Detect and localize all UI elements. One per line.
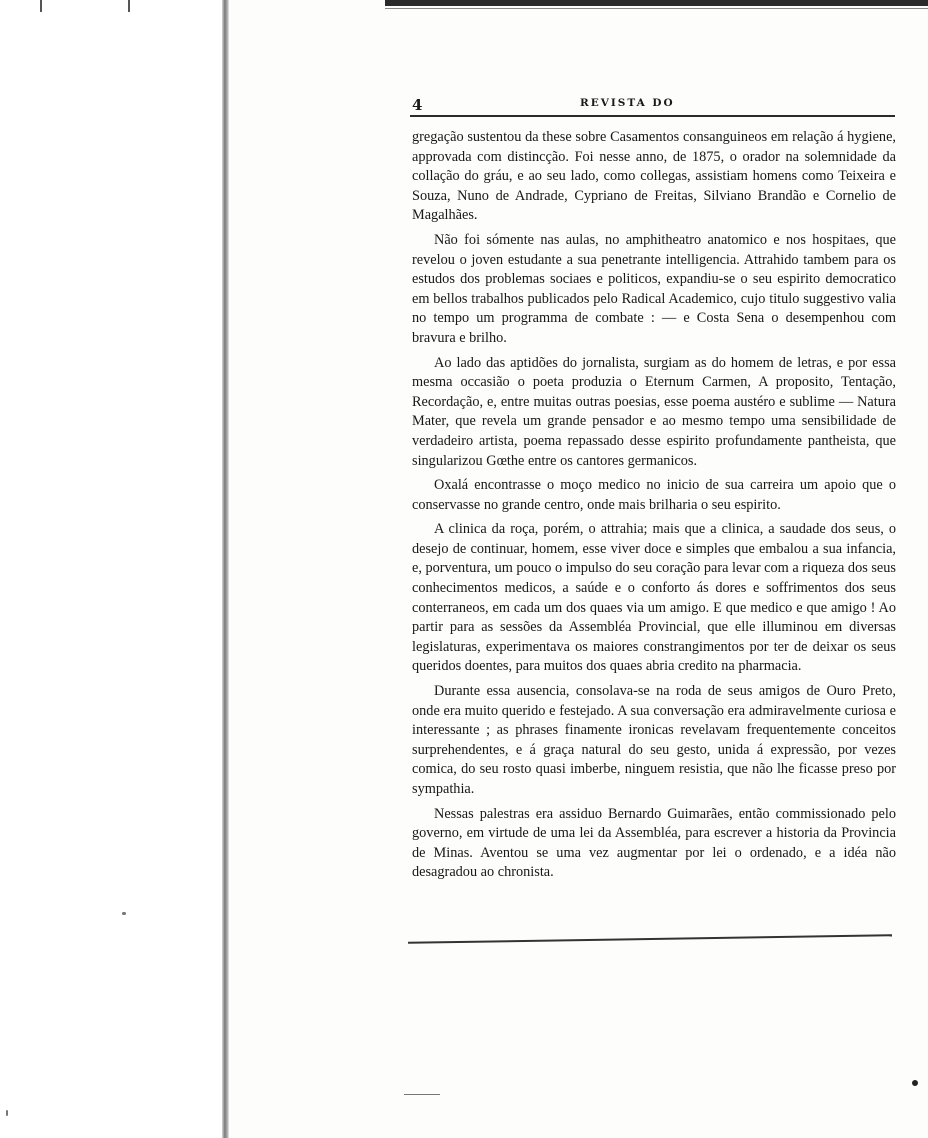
footer-dot	[912, 1080, 918, 1086]
body-text	[412, 128, 896, 888]
paragraph: A clinica da roça, porém, o attrahia; mais que a clinica, a saudade dos seus, o desejo de continuar, homem, esse viver doce e simples que embalou a sua infancia, e, porventura, um pouco o impulso do seu coração para levar com a riqueza dos seus conhecimentos medicos, a saúde e o conforto ás dores e soffrimentos dos seus conterraneos, em cada um dos quaes via um amigo. E que medico e que amigo ! Ao partir para as sessões da Assembléa Provincial, que elle illuminou em diversas legislaturas, experimentava os maiores constrangimentos por ter de deixar os seus queridos doentes, para muitos dos quaes abria credito na pharmacia.	[412, 521, 896, 675]
scan-edge-mark	[40, 0, 42, 12]
running-title: REVISTA DO	[580, 97, 675, 109]
handwritten-underline	[408, 934, 892, 944]
paragraph: Durante essa ausencia, consolava-se na roda de seus amigos de Ouro Preto, onde era muito querido e festejado. A sua conversação era admiravelmente curiosa e interessante ; as phrases finamente ironicas revelavam frequentemente conceitos surprehendentes, e á graça natural do seu gesto, unida á expressão, por vezes comica, do seu rosto quasi imberbe, ninguem resistia, que não lhe ficasse preso por sympathia.	[412, 683, 896, 797]
scan-speck	[6, 1110, 8, 1116]
paragraph: gregação sustentou da these sobre Casamentos consanguineos em relação á hygiene, approvada com distincção. Foi nesse anno, de 1875, o orador na solemnidade da collação do gráu, e ao seu lado, como collegas, assistiam homens como Teixeira e Souza, Nuno de Andrade, Cypriano de Freitas, Silviano Brandão e Cornelio de Magalhães.	[412, 129, 896, 224]
footer-dash	[404, 1094, 440, 1095]
scan-edge-mark	[128, 0, 130, 12]
header-rule	[410, 115, 895, 117]
top-page-edge-thin	[385, 8, 928, 9]
paragraph: Oxalá encontrasse o moço medico no inicio de sua carreira um apoio que o conservasse no grande centro, onde mais brilharia o seu espirito.	[412, 477, 896, 513]
blank-margin	[0, 0, 222, 1138]
paragraph: Nessas palestras era assiduo Bernardo Guimarães, então commissionado pelo governo, em virtude de uma lei da Assembléa, para escrever a historia da Provincia de Minas. Aventou se uma vez augmentar por lei o ordenado, e a idéa não desagradou ao chronista.	[412, 805, 896, 881]
top-page-edge	[385, 0, 928, 6]
binding-gutter-shadow	[222, 0, 229, 1138]
page-number: 4	[412, 96, 423, 114]
paragraph: Não foi sómente nas aulas, no amphitheatro anatomico e nos hospitaes, que revelou o joven estudante a sua penetrante intelligencia. Attrahido tambem para os estudos dos problemas sociaes e politicos, expandiu-se o seu espirito democratico em bellos trabalhos publicados pelo Radical Academico, cujo titulo suggestivo valia no tempo um programma de combate : — e Costa Sena o desempenhou com bravura e brilho.	[412, 231, 896, 346]
scan-speck	[122, 912, 126, 915]
paragraph: Ao lado das aptidões do jornalista, surgiam as do homem de letras, e por essa mesma occasião o poeta produzia o Eternum Carmen, A proposito, Tentação, Recordação, e, entre muitas outras poesias, esse poema austéro e sublime — Natura Mater, que revela um grande pensador e ao mesmo tempo uma sensibilidade de verdadeiro artista, poema repassado desse espirito profundamente pantheista, que singularizou Gœthe entre os cantores germanicos.	[412, 354, 896, 469]
